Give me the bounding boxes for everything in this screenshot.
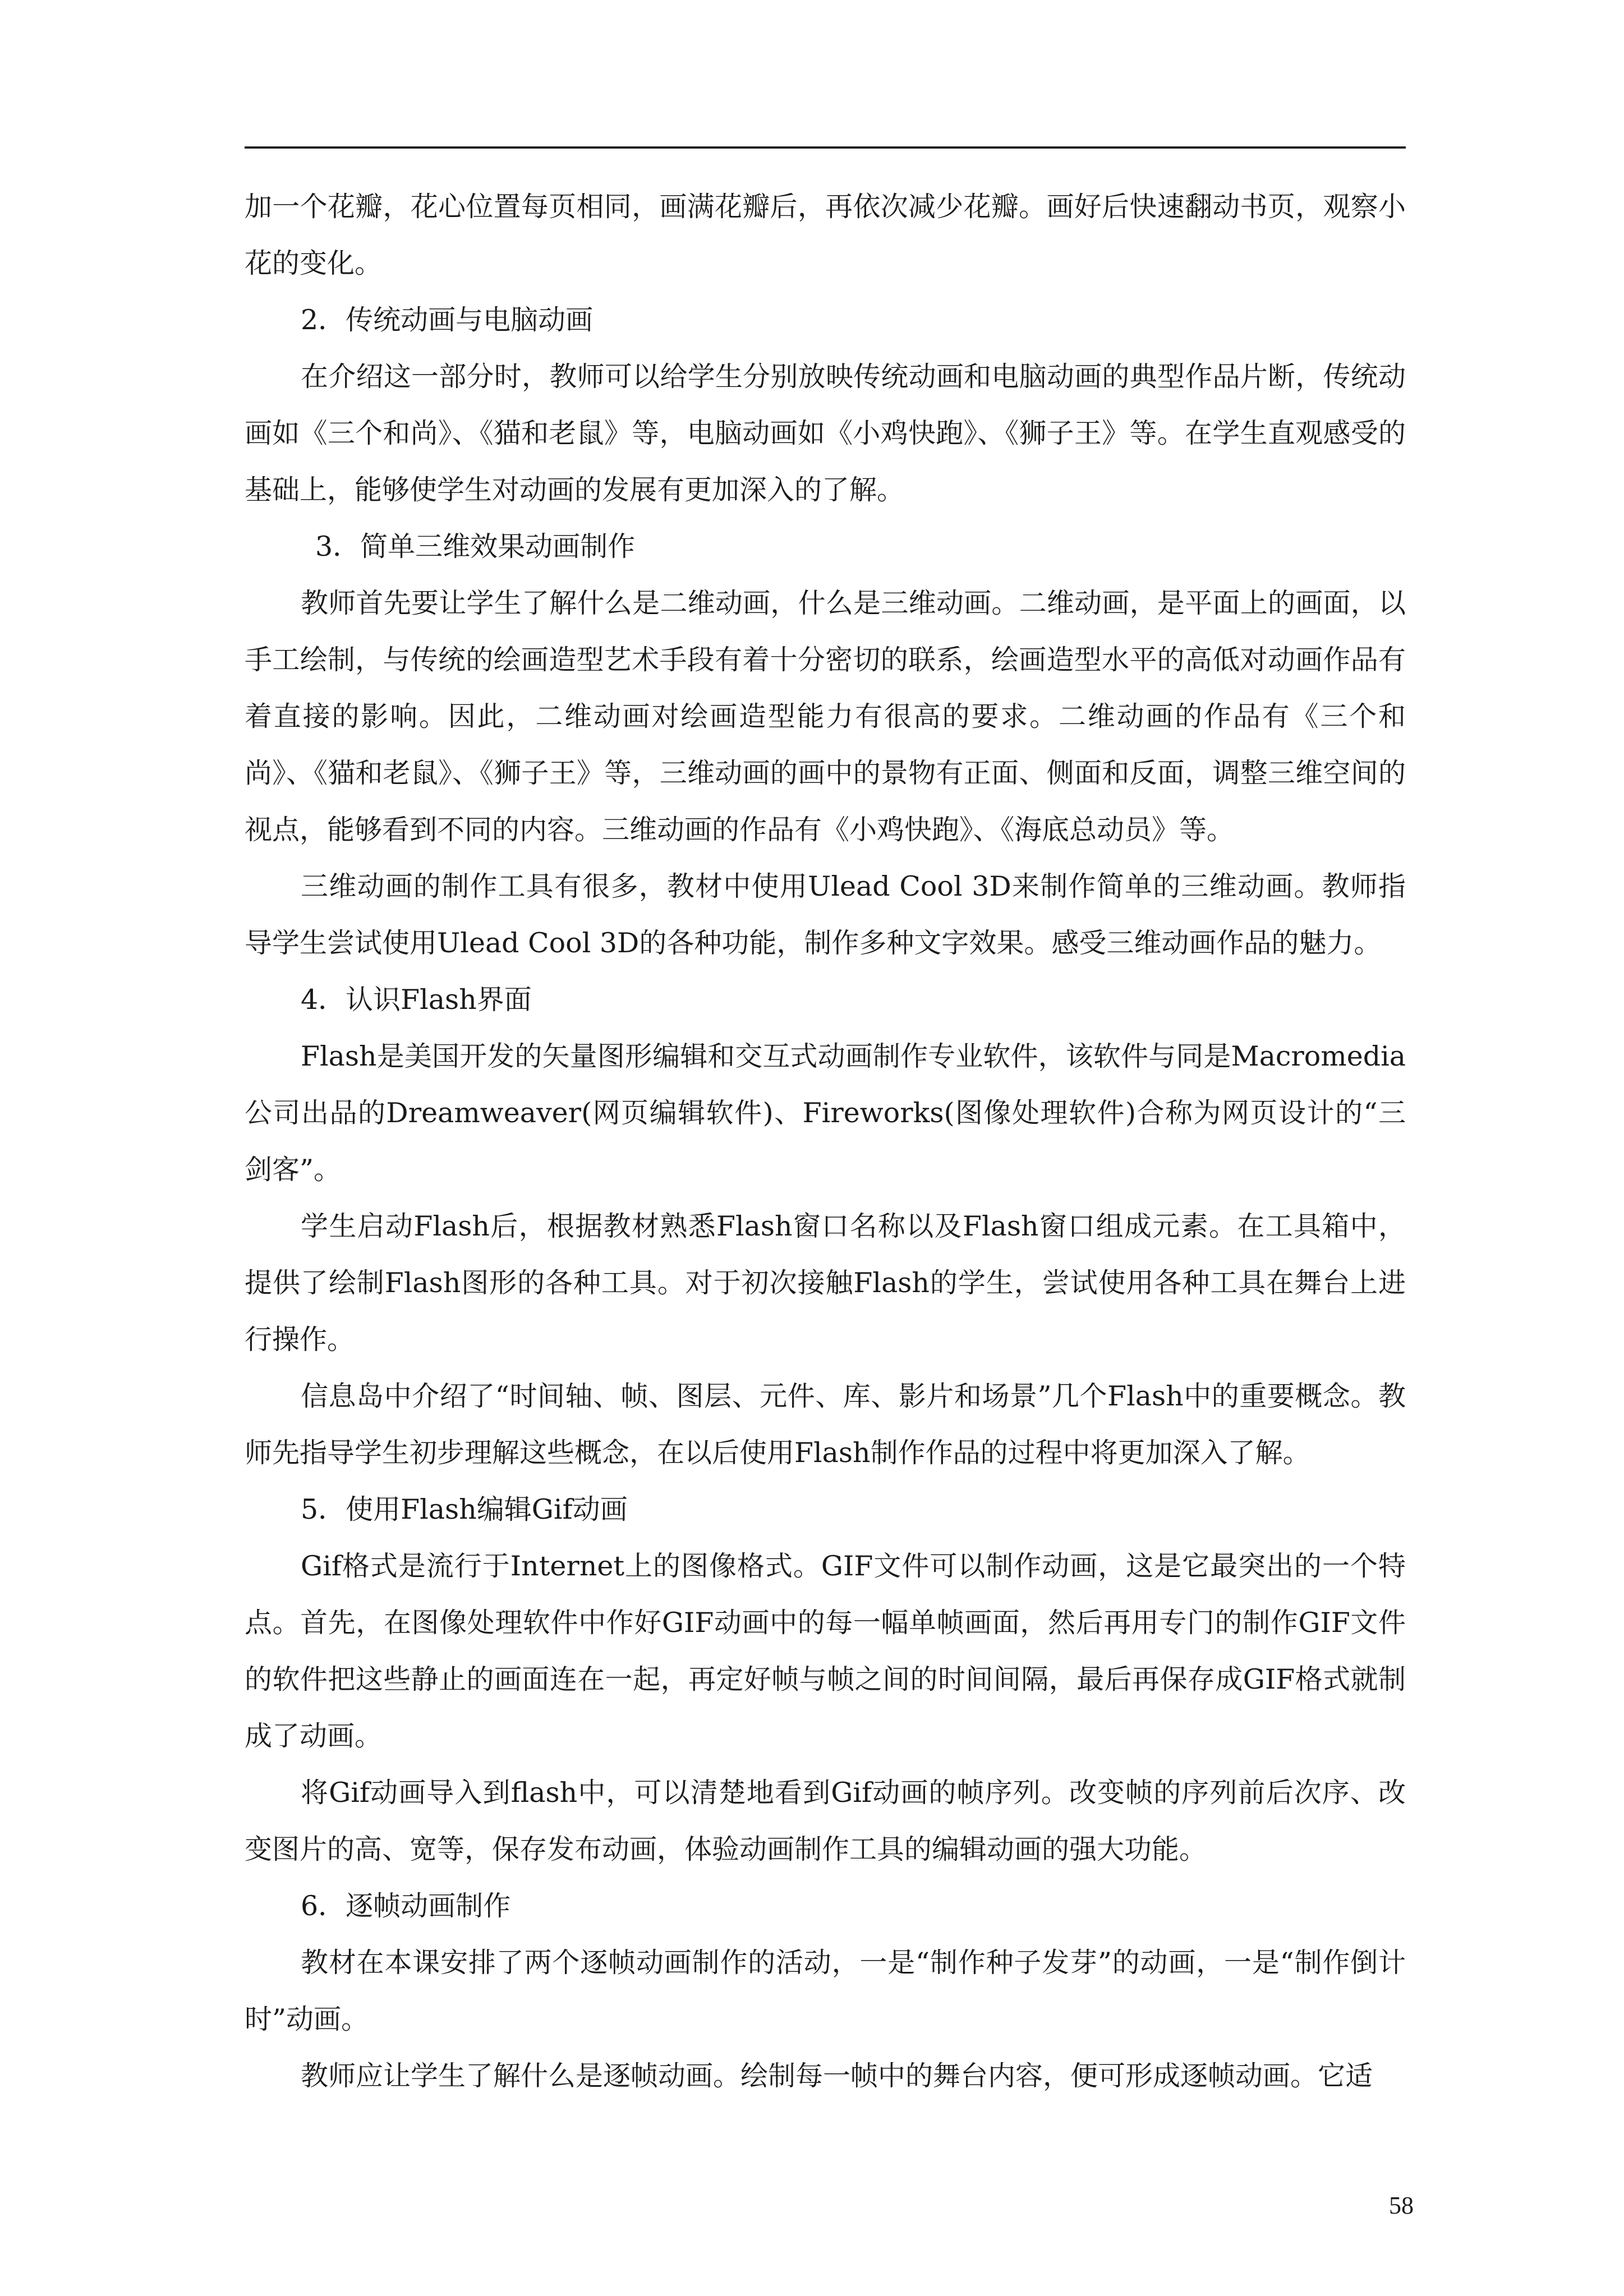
- section-heading: 4．认识Flash界面: [301, 984, 532, 1016]
- paragraph: 信息岛中介绍了“时间轴、帧、图层、元件、库、影片和场景”几个Flash中的重要概念。教师先指导学生初步理解这些概念，在以后使用Flash制作作品的过程中将更加深入了解。: [245, 1380, 1406, 1469]
- section-heading: 3．简单三维效果动画制作: [315, 531, 636, 563]
- paragraph: 三维动画的制作工具有很多，教材中使用Ulead Cool 3D来制作简单的三维动画。教师指导学生尝试使用Ulead Cool 3D的各种功能，制作多种文字效果。感受三维动画作品的魅力。: [245, 870, 1406, 959]
- paragraph: 将Gif动画导入到flash中，可以清楚地看到Gif动画的帧序列。改变帧的序列前后次序、改变图片的高、宽等，保存发布动画，体验动画制作工具的编辑动画的强大功能。: [245, 1777, 1406, 1865]
- paragraph: Gif格式是流行于Internet上的图像格式。GIF文件可以制作动画，这是它最突出的一个特点。首先，在图像处理软件中作好GIF动画中的每一幅单帧画面，然后再用专门的制作GIF文件的软件把这些静止的画面连在一起，再定好帧与帧之间的时间间隔，最后再保存成GIF格式就制成了动画。: [245, 1550, 1406, 1752]
- paragraph: 教师应让学生了解什么是逐帧动画。绘制每一帧中的舞台内容，便可形成逐帧动画。它适: [301, 2060, 1373, 2092]
- paragraph: 教材在本课安排了两个逐帧动画制作的活动，一是“制作种子发芽”的动画，一是“制作倒计时”动画。: [245, 1947, 1406, 2035]
- page-number: 58: [1389, 2192, 1414, 2219]
- section-heading: 6．逐帧动画制作: [301, 1890, 511, 1922]
- paragraph: 在介绍这一部分时，教师可以给学生分别放映传统动画和电脑动画的典型作品片断，传统动画如《三个和尚》、《猫和老鼠》等，电脑动画如《小鸡快跑》、《狮子王》等。在学生直观感受的基础上，能够使学生对动画的发展有更加深入的了解。: [245, 361, 1406, 506]
- paragraph: 教师首先要让学生了解什么是二维动画，什么是三维动画。二维动画，是平面上的画面，以手工绘制，与传统的绘画造型艺术手段有着十分密切的联系，绘画造型水平的高低对动画作品有着直接的影响。因此，二维动画对绘画造型能力有很高的要求。二维动画的作品有《三个和尚》、《猫和老鼠》、《狮子王》等，三维动画的画中的景物有正面、侧面和反面，调整三维空间的视点，能够看到不同的内容。三维动画的作品有《小鸡快跑》、《海底总动员》等。: [245, 587, 1406, 846]
- section-heading: 5．使用Flash编辑Gif动画: [301, 1493, 628, 1525]
- paragraph: Flash是美国开发的矢量图形编辑和交互式动画制作专业软件，该软件与同是Macromedia公司出品的Dreamweaver(网页编辑软件)、Fireworks(图像处理软件)合称为网页设计的“三剑客”。: [245, 1040, 1406, 1186]
- header-rule: [245, 146, 1406, 149]
- section-heading: 2．传统动画与电脑动画: [301, 304, 594, 336]
- paragraph: 学生启动Flash后，根据教材熟悉Flash窗口名称以及Flash窗口组成元素。在工具箱中，提供了绘制Flash图形的各种工具。对于初次接触Flash的学生，尝试使用各种工具在舞台上进行操作。: [245, 1210, 1406, 1356]
- paragraph: 加一个花瓣，花心位置每页相同，画满花瓣后，再依次减少花瓣。画好后快速翻动书页，观察小花的变化。: [245, 191, 1406, 279]
- page-body: [245, 178, 1406, 2104]
